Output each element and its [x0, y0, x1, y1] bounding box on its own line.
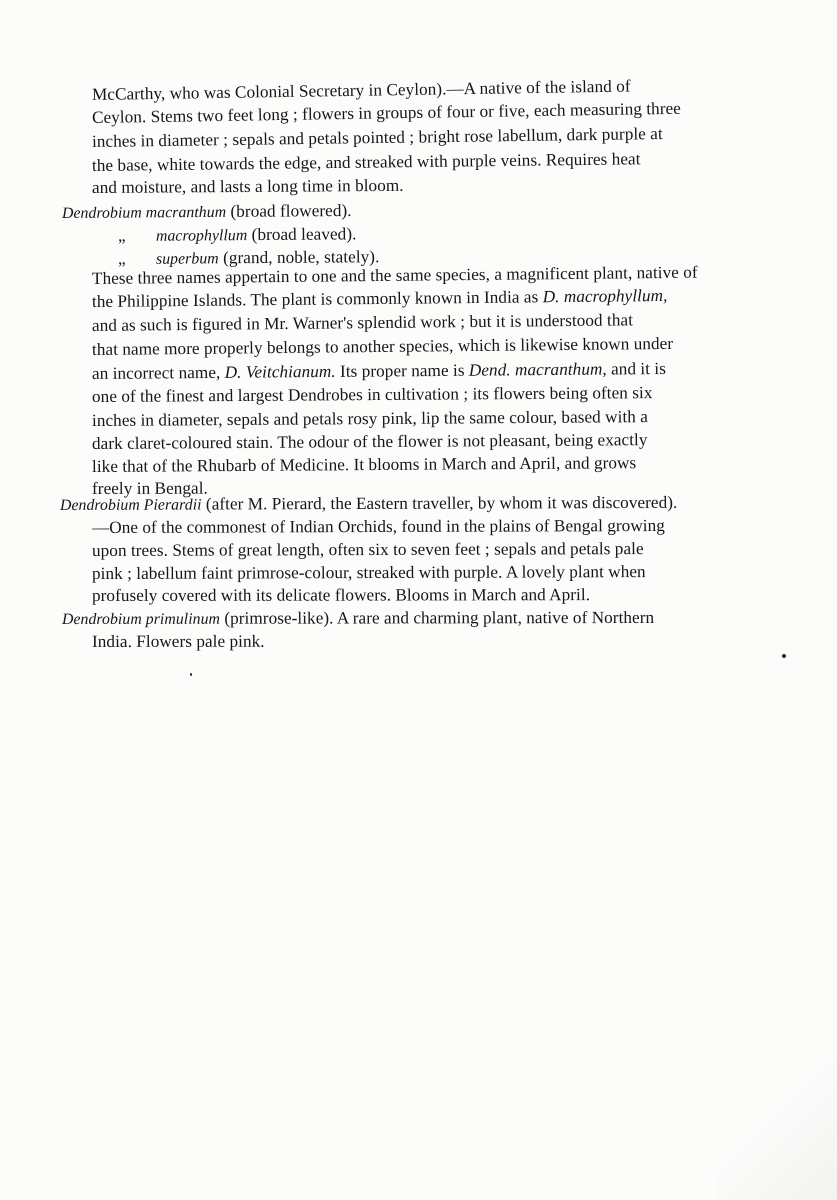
text-line: one of the finest and largest Dendrobes in cultivation ; its flowers being often six	[91, 383, 653, 406]
species-gloss: (broad leaved).	[251, 224, 357, 245]
scan-edge-shadow	[717, 900, 837, 1200]
text-run: and it is	[606, 358, 667, 379]
text-line	[92, 358, 666, 385]
text-line: India. Flowers pale pink.	[91, 631, 265, 651]
species-gloss: (grand, noble, stately).	[223, 247, 380, 268]
species-name: D. Veitchianum.	[224, 361, 336, 382]
text-line: and moisture, and lasts a long time in bloom.	[91, 175, 404, 197]
text-line: upon trees. Stems of great length, often six to seven feet ; sepals and petals pale	[91, 539, 644, 560]
species-gloss: (broad flowered).	[230, 200, 352, 221]
text-line: freely in Bengal.	[91, 478, 208, 498]
text-line: profusely covered with its delicate flowers. Blooms in March and April.	[91, 585, 591, 605]
text-line: pink ; labellum faint primrose-colour, streaked with purple. A lovely plant when	[91, 562, 646, 583]
text-line: These three names appertain to one and the same species, a magnificent plant, native of	[91, 262, 698, 288]
species-name: D. macrophyllum,	[542, 285, 668, 307]
text-line: inches in diameter ; sepals and petals pointed ; bright rose labellum, dark purple at	[91, 124, 663, 151]
scan-speck	[190, 673, 192, 676]
text-line: like that of the Rhubarb of Medicine. It blooms in March and April, and grows	[91, 453, 637, 476]
text-line: —One of the commonest of Indian Orchids, found in the plains of Bengal growing	[91, 516, 665, 537]
text-line: Ceylon. Stems two feet long ; flowers in groups of four or five, each measuring three	[91, 98, 682, 127]
text-line: and as such is figured in Mr. Warner's splendid work ; but it is understood that	[91, 310, 634, 335]
text-line: dark claret-coloured stain. The odour of the flower is not pleasant, being exactly	[91, 430, 648, 453]
species-gloss: (primrose-like). A rare and charming plant, native of Northern	[224, 607, 655, 628]
text-line: McCarthy, who was Colonial Secretary in Ceylon).—A native of the island of	[91, 76, 631, 104]
species-entry-pierardii	[60, 492, 677, 517]
ditto-mark: „	[117, 225, 126, 245]
text-run: the Philippine Islands. The plant is commonly known in India as	[91, 287, 543, 311]
text-line: the base, white towards the edge, and streaked with purple veins. Requires heat	[91, 149, 641, 175]
species-entry-primulinum	[62, 607, 654, 631]
species-entry-macranthum	[62, 200, 352, 225]
text-run: Its proper name is	[335, 360, 469, 381]
text-line	[92, 285, 668, 313]
species-name: Dendrobium macranthum	[61, 203, 227, 222]
scan-speck	[782, 654, 786, 658]
species-name: macrophyllum	[155, 227, 248, 245]
species-name: superbum	[155, 250, 219, 268]
ditto-mark: „	[117, 248, 126, 268]
species-name: Dendrobium Pierardii	[59, 496, 202, 514]
species-entry-macrophyllum	[118, 223, 357, 248]
species-name: Dend. macranthum,	[468, 359, 607, 380]
species-name: Dendrobium primulinum	[61, 610, 221, 628]
text-line: that name more properly belongs to another species, which is likewise known under	[91, 333, 674, 359]
species-gloss: (after M. Pierard, the Eastern traveller, by whom it was discovered).	[205, 492, 678, 514]
text-line: inches in diameter, sepals and petals rosy pink, lip the same colour, based with a	[91, 407, 648, 430]
text-run: an incorrect name,	[91, 362, 225, 383]
